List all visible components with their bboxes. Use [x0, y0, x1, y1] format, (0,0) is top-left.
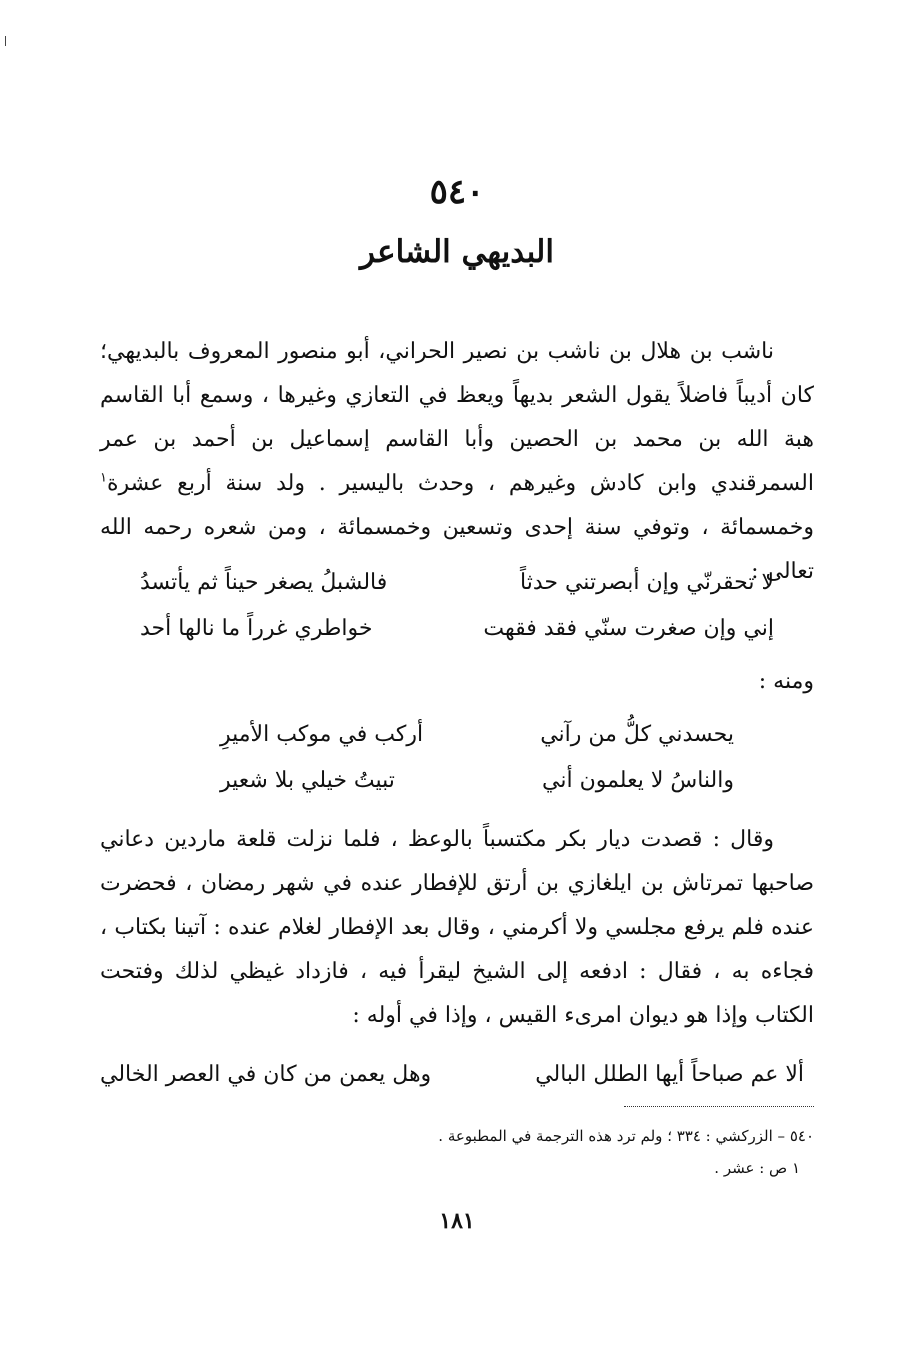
verse-hemistich-first: لا تحقرنّي وإن أبصرتني حدثاً [520, 570, 774, 595]
anecdote-paragraph [100, 818, 814, 1038]
verse-hemistich-first: والناسُ لا يعلمون أني [542, 768, 734, 793]
verse-hemistich-first: ألا عم صباحاً أيها الطلل البالي [535, 1062, 804, 1087]
page-number: ١٨١ [439, 1208, 475, 1234]
transition-text: ومنه : [758, 669, 814, 694]
verse-line [100, 758, 814, 804]
scan-mark [5, 36, 6, 46]
biography-text: ناشب بن هلال بن ناشب بن نصير الحراني، أبو منصور المعروف بالبديهي؛ كان أديباً فاضلاً يقول الشعر بديهاً ويعظ في التعازي وغيرها ، وسمع أبا القاسم هبة الله بن محمد بن الحصين وأبا القاسم إسماعيل بن أحمد بن عمر السمرقندي وابن كادش وغيرهم ، وحدث باليسير . ولد سنة أربع عشرة [100, 339, 814, 496]
verse-hemistich-second: خواطري غرراً ما نالها أحد [140, 616, 373, 641]
footnotes [100, 1120, 814, 1184]
poem-3 [100, 1052, 814, 1098]
poem-2 [100, 712, 814, 804]
verse-hemistich-second: أركب في موكب الأميرِ [220, 722, 424, 747]
verse-line [100, 1052, 814, 1098]
verse-hemistich-second: تبيتُ خيلي بلا شعير [220, 768, 395, 793]
verse-line [100, 606, 814, 652]
verse-hemistich-second: فالشبلُ يصغر حيناً ثم يأتسدُ [140, 570, 388, 595]
footnote-separator [624, 1106, 814, 1107]
verse-line [100, 560, 814, 606]
biography-paragraph [100, 330, 814, 594]
entry-number: ٥٤٠ [429, 172, 485, 212]
anecdote-text: وقال : قصدت ديار بكر مكتسباً بالوعظ ، فلما نزلت قلعة ماردين دعاني صاحبها تمرتاش بن ايلغازي بن أرتق للإفطار عنده في شهر رمضان ، فحضرت عنده فلم يرفع مجلسي ولا أكرمني ، وقال بعد الإفطار لغلام عنده : آتينا بكتاب ، فجاءه به ، فقال : ادفعه إلى الشيخ ليقرأ فيه ، فازداد غيظي لذلك وفتحت الكتاب وإذا هو ديوان امرىء القيس ، وإذا في أوله : [100, 827, 814, 1028]
poem-1 [100, 560, 814, 652]
footnote-marker: ١ [100, 470, 107, 486]
verse-line [100, 712, 814, 758]
verse-hemistich-second: وهل يعمن من كان في العصر الخالي [100, 1062, 432, 1087]
transition-paragraph [100, 660, 814, 704]
entry-title: البديهي الشاعر [360, 234, 554, 270]
footnote-1: ٥٤٠ – الزركشي : ٣٣٤ ؛ ولم ترد هذه الترجمة في المطبوعة . [438, 1127, 814, 1145]
biography-text-continued: وخمسمائة ، وتوفي سنة إحدى وتسعين وخمسمائة ، ومن شعره رحمه الله تعالى : [100, 515, 814, 584]
verse-hemistich-first: يحسدني كلُّ من رآني [540, 722, 734, 747]
footnote-2: ١ ص : عشر . [714, 1159, 800, 1177]
verse-hemistich-first: إني وإن صغرت سنّي فقد فقهت [483, 616, 774, 641]
